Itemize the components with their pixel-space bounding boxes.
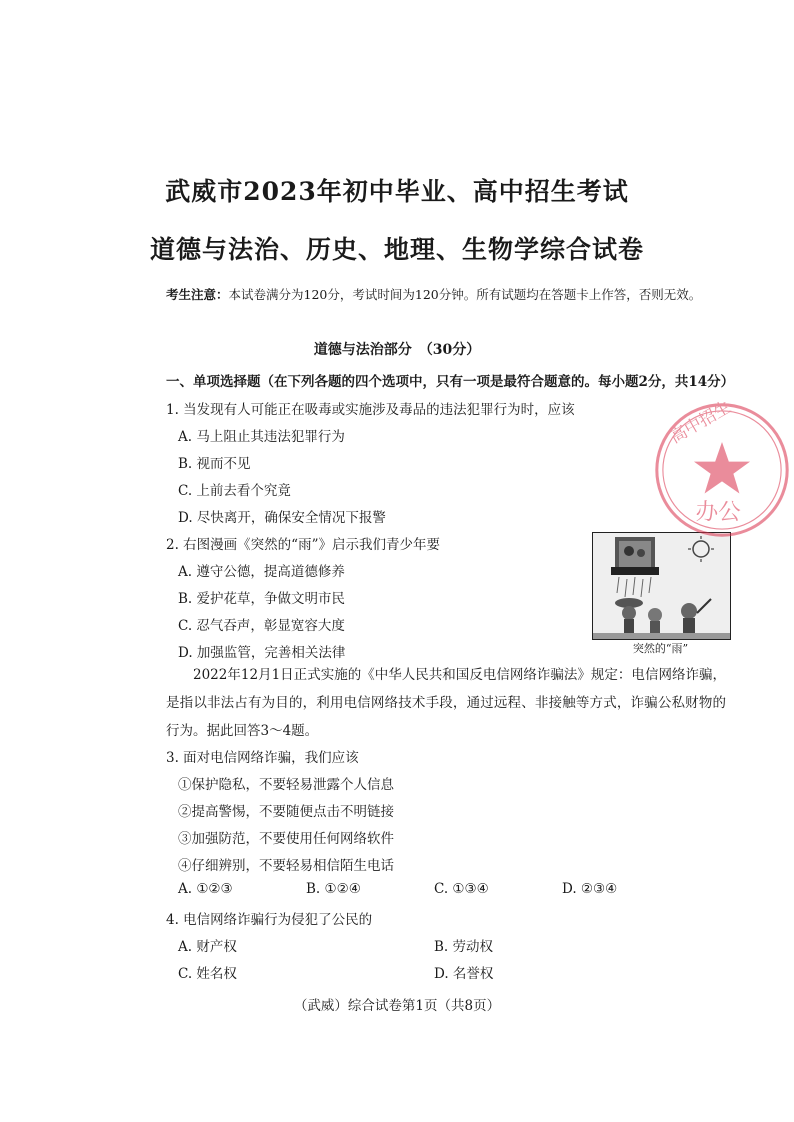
q2-option-a: A. 遵守公德，提高道德修养 (178, 564, 345, 580)
q3-option-a: A. ①②③ (178, 881, 233, 897)
cartoon-caption: 突然的“雨” (632, 642, 689, 655)
part-one-heading: 一、单项选择题（在下列各题的四个选项中，只有一项是最符合题意的。每小题2分，共14分） (166, 374, 735, 390)
q4-stem: 4. 电信网络诈骗行为侵犯了公民的 (166, 912, 373, 928)
q1-option-c: C. 上前去看个究竟 (178, 483, 291, 499)
q1-option-d: D. 尽快离开，确保安全情况下报警 (178, 510, 386, 526)
q2-option-c: C. 忍气吞声，彰显宽容大度 (178, 618, 345, 634)
q3-statement-4: ④仔细辨别，不要轻易相信陌生电话 (178, 858, 394, 874)
section-title: 道德与法治部分 （30分） (313, 342, 481, 358)
q3-option-c: C. ①③④ (434, 881, 489, 897)
q2-stem: 2. 右图漫画《突然的“雨”》启示我们青少年要 (166, 537, 440, 553)
q3-statement-2: ②提高警惕，不要随便点击不明链接 (178, 804, 394, 820)
q4-option-c: C. 姓名权 (178, 966, 237, 982)
exam-title: 武威市2023年初中毕业、高中招生考试 (165, 177, 629, 206)
q3-stem: 3. 面对电信网络诈骗，我们应该 (166, 750, 359, 766)
q2-option-b: B. 爱护花草，争做文明市民 (178, 591, 346, 607)
q3-option-b: B. ①②④ (306, 881, 361, 897)
q4-option-b: B. 劳动权 (434, 939, 494, 955)
q1-stem: 1. 当发现有人可能正在吸毒或实施涉及毒品的违法犯罪行为时，应该 (166, 402, 575, 418)
red-seal-stamp (650, 388, 794, 552)
q1-option-a: A. 马上阻止其违法犯罪行为 (178, 429, 345, 445)
page-footer: （武威）综合试卷第1页（共8页） (293, 998, 501, 1014)
q4-option-a: A. 财产权 (178, 939, 237, 955)
material-paragraph: 2022年12月1日正式实施的《中华人民共和国反电信网络诈骗法》规定：电信网络诈骗，是指以非法占有为目的，利用电信网络技术手段，通过远程、非接触等方式，诈骗公私财物的行为。据此回答3～4题。 (166, 667, 726, 739)
q2-option-d: D. 加强监管，完善相关法律 (178, 645, 346, 661)
q3-statement-1: ①保护隐私，不要轻易泄露个人信息 (178, 777, 394, 793)
svg-text:高中招生: 高中招生 (666, 397, 734, 447)
candidate-notice (166, 285, 726, 303)
q3-statement-3: ③加强防范，不要使用任何网络软件 (178, 831, 394, 847)
q4-option-d: D. 名誉权 (434, 966, 494, 982)
q3-option-d: D. ②③④ (562, 881, 618, 897)
notice-text: 本试卷满分为120分，考试时间为120分钟。所有试题均在答题卡上作答，否则无效。 (228, 287, 702, 302)
q1-option-b: B. 视而不见 (178, 456, 251, 472)
notice-label: 考生注意： (166, 287, 229, 302)
exam-subtitle: 道德与法治、历史、地理、生物学综合试卷 (149, 235, 644, 264)
svg-text:办公: 办公 (695, 499, 741, 526)
